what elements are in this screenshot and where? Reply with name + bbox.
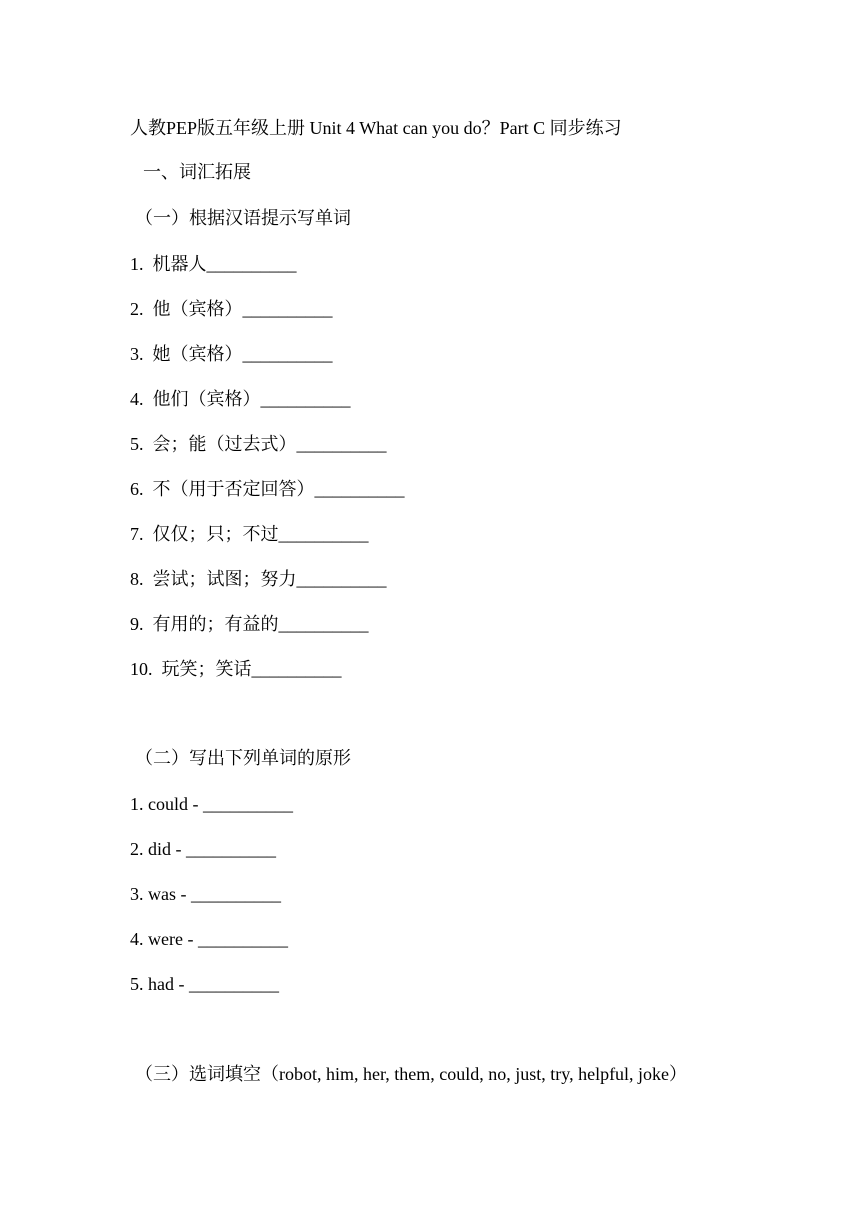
subsection-heading-fill-in: （三）选词填空（robot, him, her, them, could, no, just, try, helpful, joke） [135, 1064, 688, 1084]
exercise-item: 8. 尝试；试图；努力__________ [130, 569, 387, 589]
document-title: 人教PEP版五年级上册 Unit 4 What can you do？Part C 同步练习 [130, 118, 622, 138]
section-heading-vocabulary: 一、词汇拓展 [143, 162, 251, 182]
subsection-heading-base-forms: （二）写出下列单词的原形 [135, 748, 351, 768]
exercise-item: 2. 他（宾格）__________ [130, 299, 333, 319]
exercise-item: 3. was - __________ [130, 884, 281, 904]
subsection-heading-write-words: （一）根据汉语提示写单词 [135, 208, 351, 228]
exercise-item: 1. 机器人__________ [130, 254, 297, 274]
exercise-item: 5. 会；能（过去式）__________ [130, 434, 387, 454]
exercise-item: 3. 她（宾格）__________ [130, 344, 333, 364]
exercise-item: 4. 他们（宾格）__________ [130, 389, 351, 409]
exercise-item: 4. were - __________ [130, 929, 288, 949]
exercise-item: 10. 玩笑；笑话__________ [130, 659, 342, 679]
exercise-item: 9. 有用的；有益的__________ [130, 614, 369, 634]
exercise-item: 7. 仅仅；只；不过__________ [130, 524, 369, 544]
exercise-item: 1. could - __________ [130, 794, 293, 814]
exercise-item: 2. did - __________ [130, 839, 276, 859]
exercise-item: 5. had - __________ [130, 974, 279, 994]
exercise-item: 6. 不（用于否定回答）__________ [130, 479, 405, 499]
